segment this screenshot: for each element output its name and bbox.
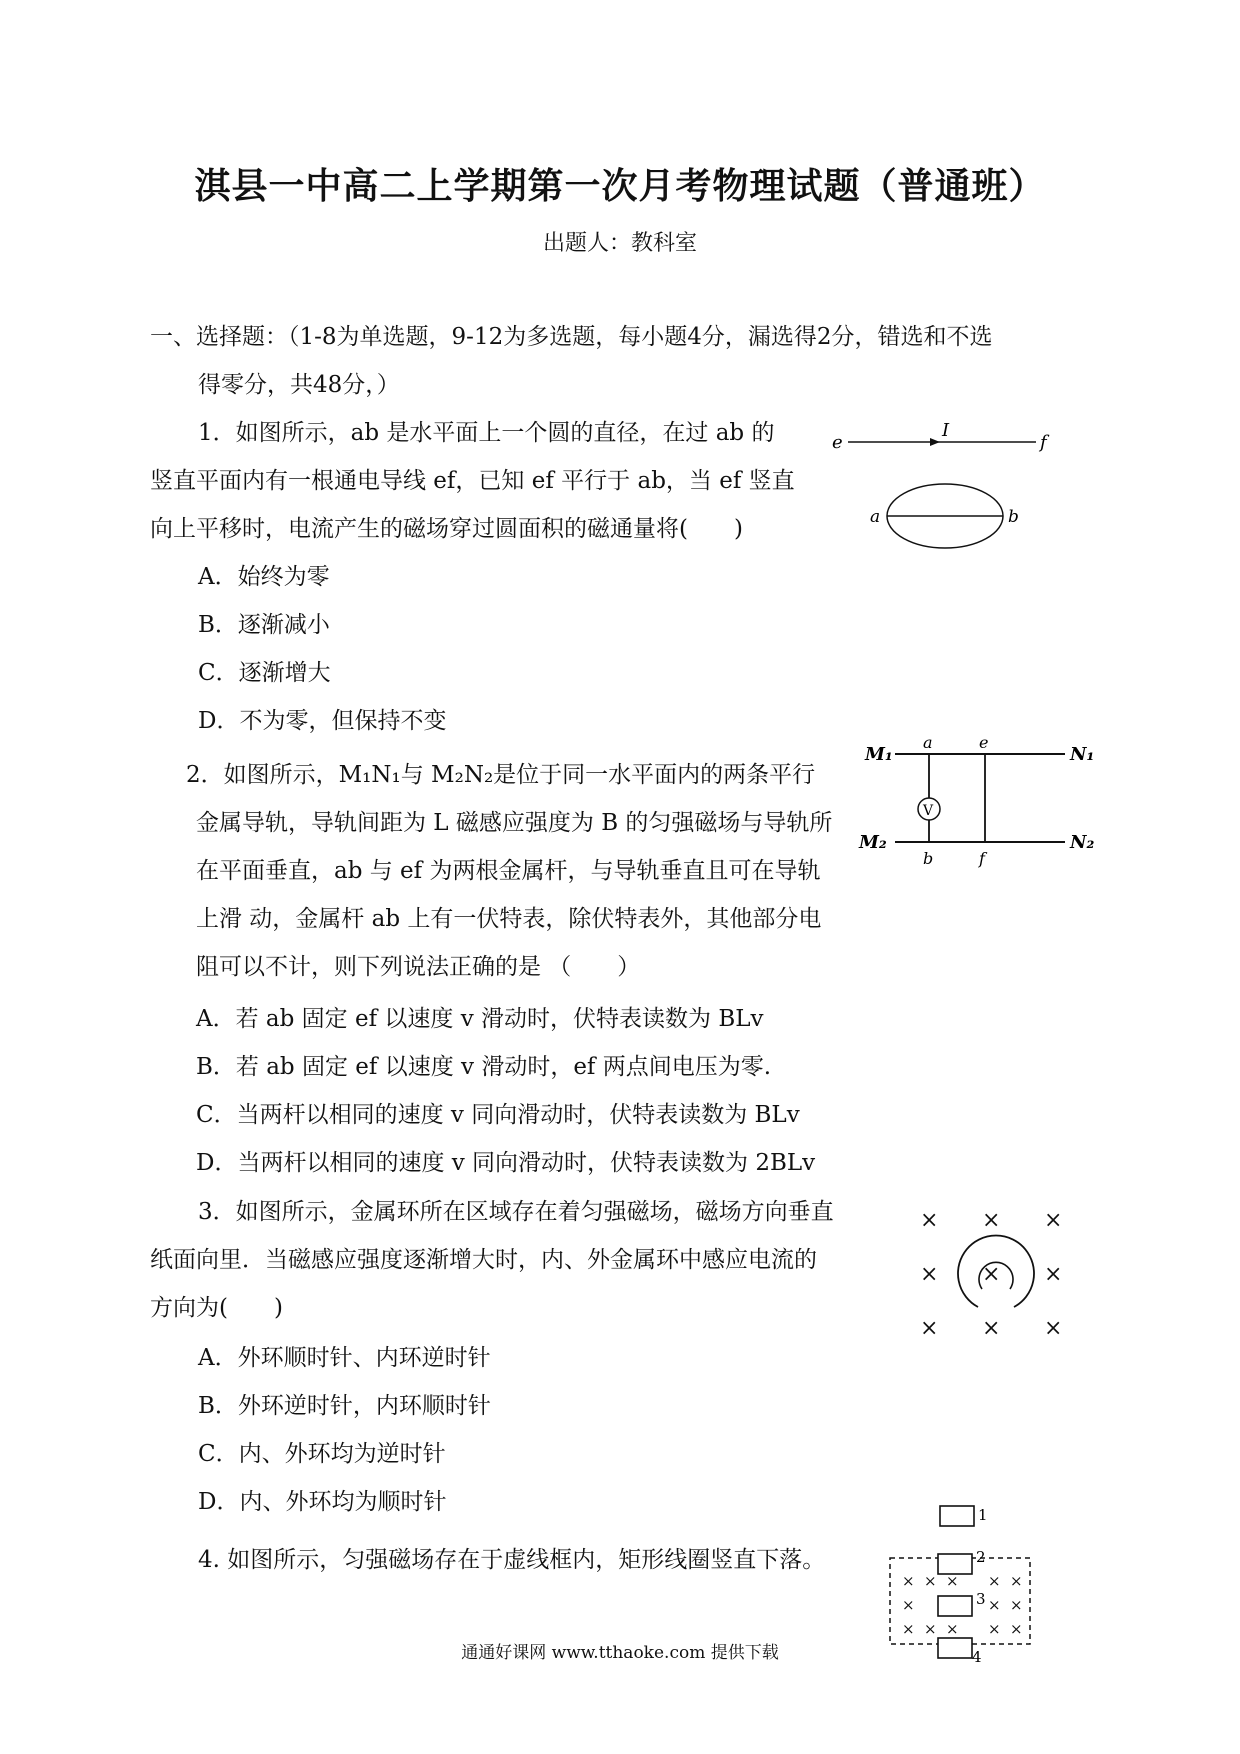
q3-figure xyxy=(900,1195,1100,1355)
footer-text: 通通好课网 www.tthaoke.com 提供下载 xyxy=(461,1643,779,1663)
q2-option-c: C．当两杆以相同的速度 v 同向滑动时，伏特表读数为 BLv xyxy=(196,1102,800,1128)
author-line: 出题人：教科室 xyxy=(542,231,697,256)
q2-stem-line: 2．如图所示，M₁N₁与 M₂N₂是位于同一水平面内的两条平行 xyxy=(186,762,816,788)
q2-fig-label-f: f xyxy=(979,849,985,868)
field-cross: × xyxy=(988,1572,1001,1590)
q3-stem-line: 3．如图所示，金属环所在区域存在着匀强磁场，磁场方向垂直 xyxy=(198,1199,834,1225)
q2-fig-label-n1: N₁ xyxy=(1070,744,1095,765)
section-heading-cont: 得零分，共48分，） xyxy=(198,372,400,398)
q2-fig-label-a: a xyxy=(923,733,933,752)
q2-fig-label-n2: N₂ xyxy=(1070,832,1095,853)
q1-fig-label-a: a xyxy=(870,507,881,527)
q1-figure xyxy=(830,420,1070,560)
q2-option-b: B．若 ab 固定 ef 以速度 v 滑动时，ef 两点间电压为零. xyxy=(196,1054,772,1080)
field-cross: × xyxy=(1010,1620,1023,1638)
field-cross: × xyxy=(902,1572,915,1590)
field-cross: × xyxy=(1010,1596,1023,1614)
field-cross: × xyxy=(1044,1262,1063,1287)
q3-option-b: B．外环逆时针，内环顺时针 xyxy=(198,1393,491,1419)
q2-figure xyxy=(855,730,1115,880)
q1-stem-line: 向上平移时，电流产生的磁场穿过圆面积的磁通量将( ) xyxy=(150,516,743,542)
field-cross: × xyxy=(988,1620,1001,1638)
q1-fig-label-b: b xyxy=(1008,507,1019,527)
field-cross: × xyxy=(982,1262,1001,1287)
q3-option-a: A．外环顺时针、内环逆时针 xyxy=(198,1345,491,1371)
q4-stem-line: 4. 如图所示，匀强磁场存在于虚线框内，矩形线圈竖直下落。 xyxy=(198,1547,826,1573)
coil-position-2: 2 xyxy=(976,1548,986,1566)
field-cross: × xyxy=(902,1596,915,1614)
field-cross: × xyxy=(1044,1316,1063,1341)
q1-option-c: C．逐渐增大 xyxy=(198,660,331,686)
coil-position-4: 4 xyxy=(972,1648,982,1664)
q1-option-d: D．不为零，但保持不变 xyxy=(198,708,447,734)
voltmeter-label: V xyxy=(923,803,934,819)
coil-position-3: 3 xyxy=(976,1590,986,1608)
q1-stem-line: 1．如图所示，ab 是水平面上一个圆的直径，在过 ab 的 xyxy=(198,420,775,446)
field-cross: × xyxy=(920,1208,939,1233)
field-cross: × xyxy=(924,1572,937,1590)
q2-stem-line: 在平面垂直，ab 与 ef 为两根金属杆，与导轨垂直且可在导轨 xyxy=(196,858,821,884)
q1-option-a: A．始终为零 xyxy=(198,564,330,590)
q3-stem-line: 方向为( ) xyxy=(150,1295,283,1321)
field-cross: × xyxy=(982,1208,1001,1233)
q2-fig-label-m1: M₁ xyxy=(865,744,893,765)
q2-fig-label-m2: M₂ xyxy=(859,832,887,853)
section-heading: 一、选择题：（1-8为单选题，9-12为多选题，每小题4分，漏选得2分，错选和不选 xyxy=(150,324,993,350)
q2-option-d: D．当两杆以相同的速度 v 同向滑动时，伏特表读数为 2BLv xyxy=(196,1150,816,1176)
q2-stem-line: 阻可以不计，则下列说法正确的是 （ ） xyxy=(196,954,641,980)
q3-option-c: C．内、外环均为逆时针 xyxy=(198,1441,446,1467)
q2-option-a: A．若 ab 固定 ef 以速度 v 滑动时，伏特表读数为 BLv xyxy=(196,1006,764,1032)
field-cross: × xyxy=(982,1316,1001,1341)
page-title: 淇县一中高二上学期第一次月考物理试题（普通班） xyxy=(194,166,1046,207)
field-cross: × xyxy=(946,1572,959,1590)
field-cross: × xyxy=(946,1620,959,1638)
q3-stem-line: 纸面向里．当磁感应强度逐渐增大时，内、外金属环中感应电流的 xyxy=(150,1247,817,1273)
field-cross: × xyxy=(920,1316,939,1341)
q1-stem-line: 竖直平面内有一根通电导线 ef，已知 ef 平行于 ab，当 ef 竖直 xyxy=(150,468,795,494)
coil-position-1: 1 xyxy=(978,1506,988,1524)
field-cross: × xyxy=(902,1620,915,1638)
q2-stem-line: 金属导轨，导轨间距为 L 磁感应强度为 B 的匀强磁场与导轨所 xyxy=(196,810,833,836)
q3-option-d: D．内、外环均为顺时针 xyxy=(198,1489,447,1515)
q1-option-b: B．逐渐减小 xyxy=(198,612,330,638)
q1-fig-label-i: I xyxy=(942,420,950,441)
q2-fig-label-b: b xyxy=(923,849,934,868)
field-cross: × xyxy=(920,1262,939,1287)
field-cross: × xyxy=(1044,1208,1063,1233)
q1-fig-label-f: f xyxy=(1040,432,1047,453)
field-cross: × xyxy=(924,1620,937,1638)
q1-fig-label-e: e xyxy=(832,432,843,453)
field-cross: × xyxy=(1010,1572,1023,1590)
q2-fig-label-e: e xyxy=(979,733,989,752)
field-cross: × xyxy=(988,1596,1001,1614)
q2-stem-line: 上滑 动，金属杆 ab 上有一伏特表，除伏特表外，其他部分电 xyxy=(196,906,822,932)
